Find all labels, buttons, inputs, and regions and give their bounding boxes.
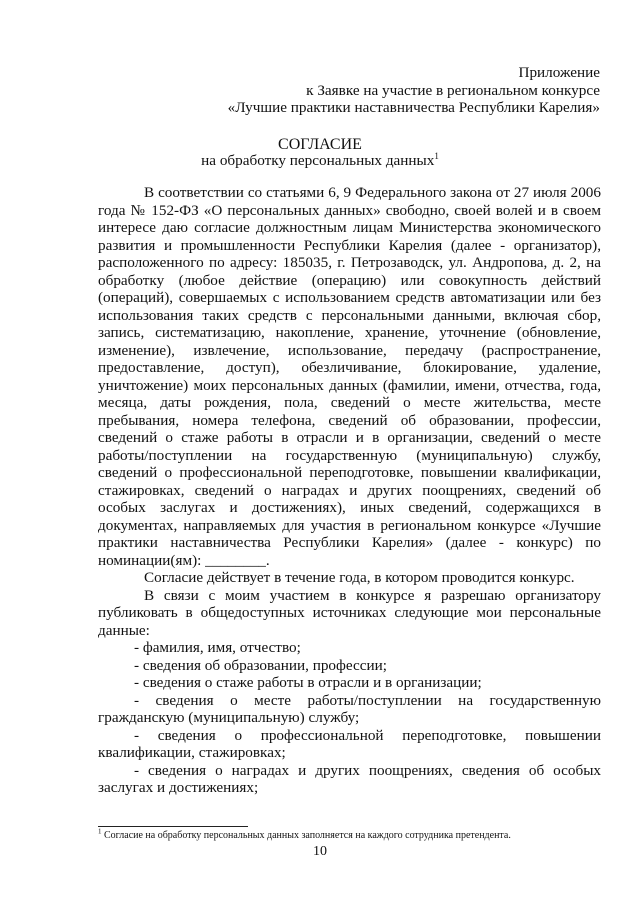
document-subtitle xyxy=(0,152,640,170)
list-item: - сведения об образовании, профессии; xyxy=(134,656,387,674)
appendix-line-2: к Заявке на участие в региональном конкурсе xyxy=(306,81,600,99)
appendix-header xyxy=(228,64,600,117)
list-item: - сведения о профессиональной переподготовке, повышении квалификации, стажировках; xyxy=(98,726,601,761)
page-number: 10 xyxy=(313,844,327,859)
list-item: - сведения о месте работы/поступлении на государственную гражданскую (муниципальную) службу; xyxy=(98,691,601,726)
footnote-reference: 1 xyxy=(434,150,439,161)
appendix-line-3: «Лучшие практики наставничества Республики Карелия» xyxy=(227,99,600,116)
list-item: - сведения о наградах и других поощрениях, сведения об особых заслугах и достижениях; xyxy=(98,761,601,796)
paragraph-consent: В соответствии со статьями 6, 9 Федерального закона от 27 июля 2006 года № 152-ФЗ «О персональных данных» свободно, своей волей и в своем интересе даю согласие должностным лицам Министерства экономического развития и промышленности Республики Карелия (далее - организатор), расположенного по адресу: 185035, г. Петрозаводск, ул. Андропова, д. 2, на обработку (любое действие (операцию) или совокупность действий (операций), совершаемых с использованием средств автоматизации или без использования таких средств с персональными данными, включая сбор, запись, систематизацию, накопление, хранение, уточнение (обновление, изменение), извлечение, использование, передачу (распространение, предоставление, доступ), обезличивание, блокирование, удаление, уничтожение) моих персональных данных (фамилии, имени, отчества, года, месяца, даты рождения, пола, сведений о месте жительства, месте пребывания, номера телефона, сведений об образовании, профессии, сведений о стаже работы в отрасли и в организации, сведений о месте работы/поступлении на государственную (муниципальную) службу, сведений о профессиональной переподготовке, повышении квалификации, стажировках, сведений о наградах и других поощрениях, сведений об особых заслугах и достижениях), иных сведений, содержащихся в документах, направляемых для участия в региональном конкурсе «Лучшие практики наставничества Республики Карелия» (далее - конкурс) по номинации(ям): ________. xyxy=(98,184,601,569)
subtitle-text: на обработку персональных данных xyxy=(201,152,435,169)
footnote-text: Согласие на обработку персональных данных заполняется на каждого сотрудника претендента. xyxy=(101,830,511,841)
footnote-divider xyxy=(98,826,248,827)
footnote xyxy=(98,827,618,842)
footnote-mark: 1 xyxy=(98,827,102,836)
appendix-line-1: Приложение xyxy=(518,64,600,81)
paragraph-publication: В связи с моим участием в конкурсе я разрешаю организатору публиковать в общедоступных источниках следующие мои персональные данные: xyxy=(98,586,601,639)
paragraph-validity: Согласие действует в течение года, в котором проводится конкурс. xyxy=(144,569,575,586)
document-body xyxy=(98,184,601,797)
list-item: - фамилия, имя, отчество; xyxy=(134,639,301,656)
document-title: СОГЛАСИЕ xyxy=(278,136,362,153)
list-item: - сведения о стаже работы в отрасли и в организации; xyxy=(134,674,482,691)
